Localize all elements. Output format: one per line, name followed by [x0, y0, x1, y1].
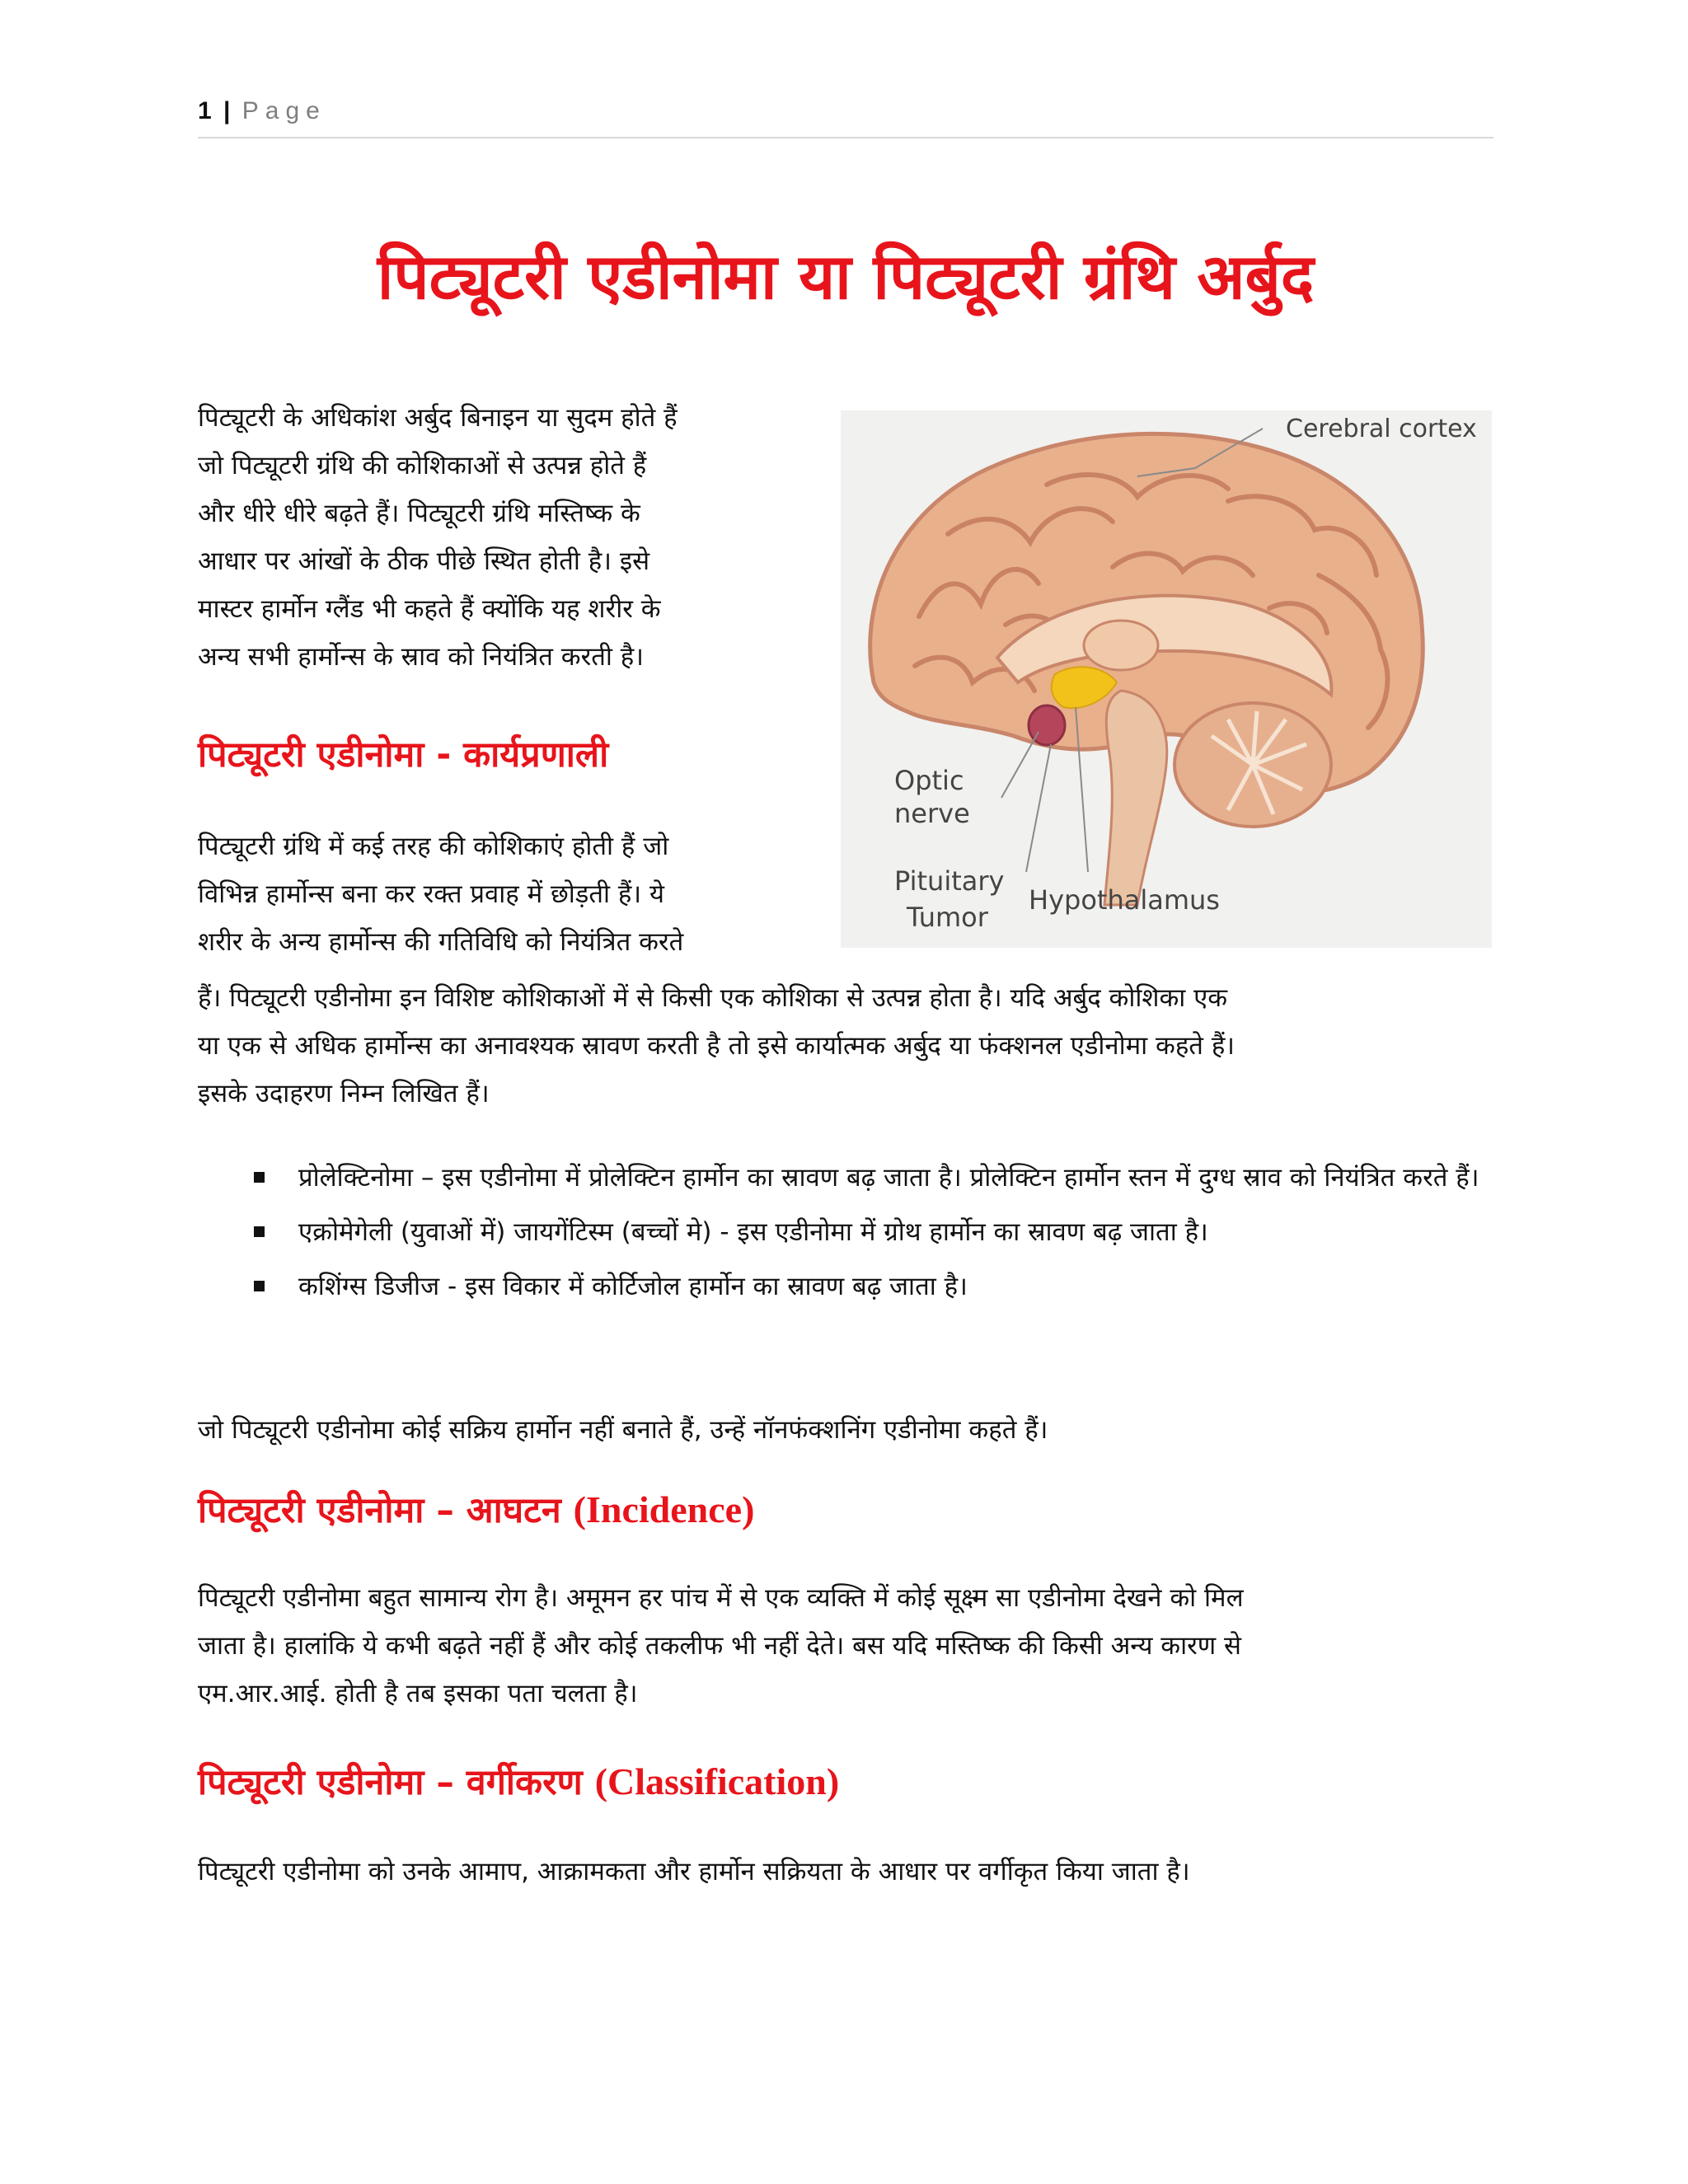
label-pituitary: Pituitary: [894, 865, 1005, 897]
intro-line: पिट्यूटरी के अधिकांश अर्बुद बिनाइन या सुदम होते हैं: [198, 403, 678, 433]
incidence-paragraph: [198, 1574, 1500, 1718]
incidence-line: पिट्यूटरी एडीनोमा बहुत सामान्य रोग है। अमूमन हर पांच में से एक व्यक्ति में कोई सूक्ष्म सा एडीनोमा देखने को मिल: [198, 1583, 1244, 1613]
page-header: [198, 97, 1493, 138]
document-title: पिट्यूटरी एडीनोमा या पिट्यूटरी ग्रंथि अर्बुद: [377, 240, 1315, 313]
mechanism-line: इसके उदाहरण निम्न लिखित हैं।: [198, 1079, 490, 1108]
examples-list: [247, 1154, 1500, 1317]
mechanism-line: या एक से अधिक हार्मोन्स का अनावश्यक स्रावण करती है तो इसे कार्यात्मक अर्बुद या फंक्शनल एडीनोमा कहते हैं।: [198, 1031, 1236, 1061]
label-hypothalamus: Hypothalamus: [1029, 884, 1220, 916]
mechanism-paragraph-wide: [198, 974, 1500, 1118]
brain-diagram: [841, 410, 1492, 948]
bullet-square-icon: [254, 1226, 265, 1237]
list-item: कशिंग्स डिजीज - इस विकार में कोर्टिजोल हार्मोन का स्रावण बढ़ जाता है।: [247, 1263, 1500, 1310]
mechanism-line: विभिन्न हार्मोन्स बना कर रक्त प्रवाह में छोड़ती हैं। ये: [198, 879, 664, 909]
header-separator: |: [223, 97, 231, 124]
mechanism-line: शरीर के अन्य हार्मोन्स की गतिविधि को नियंत्रित करते: [198, 927, 684, 957]
intro-line: जो पिट्यूटरी ग्रंथि की कोशिकाओं से उत्पन्न होते हैं: [198, 451, 647, 480]
incidence-line: एम.आर.आई. होती है तब इसका पता चलता है।: [198, 1679, 638, 1708]
section-heading-incidence: पिट्यूटरी एडीनोमा – आघटन (Incidence): [198, 1488, 755, 1531]
mechanism-line: हैं। पिट्यूटरी एडीनोमा इन विशिष्ट कोशिकाओं में से किसी एक कोशिका से उत्पन्न होता है। यदि अर्बुद कोशिका एक: [198, 983, 1228, 1013]
intro-line: मास्टर हार्मोन ग्लैंड भी कहते हैं क्योंकि यह शरीर के: [198, 594, 661, 624]
label-nerve: nerve: [894, 798, 970, 829]
label-tumor: Tumor: [907, 902, 988, 933]
bullet-square-icon: [254, 1172, 265, 1183]
page-number: 1: [198, 97, 212, 124]
page-word: Page: [241, 97, 326, 124]
intro-line: आधार पर आंखों के ठीक पीछे स्थित होती है। इसे: [198, 546, 650, 576]
mechanism-paragraph-narrow: [198, 823, 832, 966]
intro-paragraph: [198, 394, 832, 681]
thalamus-shape: [1084, 621, 1158, 670]
mechanism-line: पिट्यूटरी ग्रंथि में कई तरह की कोशिकाएं होती हैं जो: [198, 832, 669, 861]
nonfunctioning-note: जो पिट्यूटरी एडीनोमा कोई सक्रिय हार्मोन नहीं बनाते हैं, उन्हें नॉनफंक्शनिंग एडीनोमा कहते हैं।: [198, 1415, 1048, 1445]
bullet-square-icon: [254, 1281, 265, 1291]
classification-paragraph: पिट्यूटरी एडीनोमा को उनके आमाप, आक्रामकता और हार्मोन सक्रियता के आधार पर वर्गीकृत किया जाता है।: [198, 1857, 1190, 1886]
list-item: एक्रोमेगेली (युवाओं में) जायगेंटिस्म (बच्चों मे) - इस एडीनोमा में ग्रोथ हार्मोन का स्रावण बढ़ जाता है।: [247, 1208, 1500, 1256]
incidence-line: जाता है। हालांकि ये कभी बढ़ते नहीं हैं और कोई तकलीफ भी नहीं देते। बस यदि मस्तिष्क की किसी अन्य कारण से: [198, 1631, 1242, 1661]
label-cerebral-cortex: Cerebral cortex: [1286, 415, 1477, 443]
list-item: प्रोलेक्टिनोमा – इस एडीनोमा में प्रोलेक्टिन हार्मोन का स्रावण बढ़ जाता है। प्रोलेक्टिन हार्मोन स्तन में दुग्ध स्राव को नियंत्रित करते हैं।: [247, 1154, 1500, 1202]
intro-line: अन्य सभी हार्मोन्स के स्राव को नियंत्रित करती है।: [198, 642, 645, 672]
label-optic: Optic: [894, 765, 964, 796]
intro-line: और धीरे धीरे बढ़ते हैं। पिट्यूटरी ग्रंथि मस्तिष्क के: [198, 499, 640, 528]
section-heading-classification: पिट्यूटरी एडीनोमा – वर्गीकरण (Classification): [198, 1760, 840, 1803]
section-heading-mechanism: पिट्यूटरी एडीनोमा - कार्यप्रणाली: [198, 734, 609, 776]
